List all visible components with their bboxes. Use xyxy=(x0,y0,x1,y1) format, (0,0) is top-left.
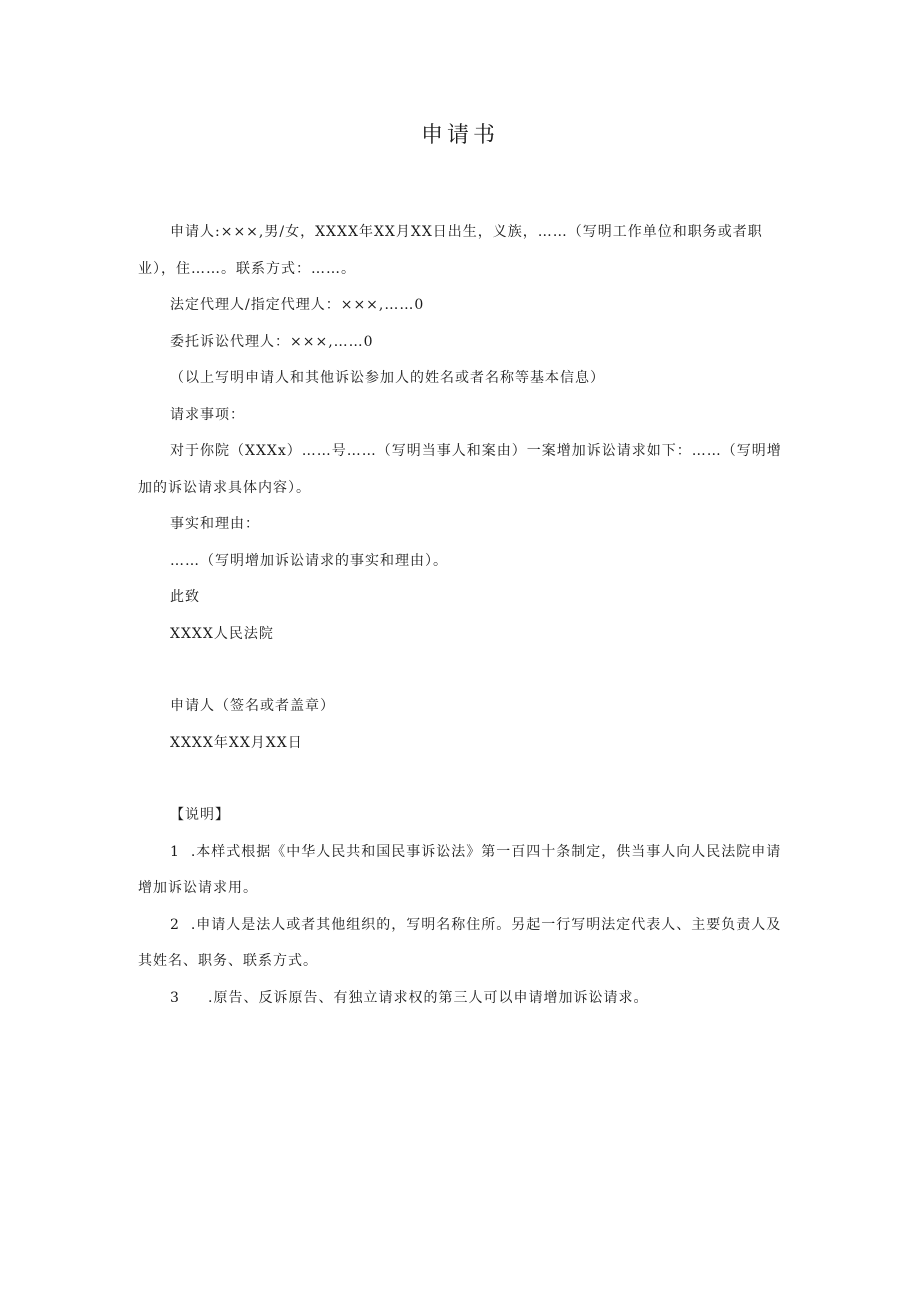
note-number: 2 xyxy=(170,916,180,933)
salutation: 此致 xyxy=(170,589,200,605)
entrusted-agent-info: 委托诉讼代理人：×××,……0 xyxy=(170,333,374,350)
note-text: .申请人是法人或者其他组织的，写明名称住所。另起一行写明法定代表人、主要负责人及其姓名、职务、联系方式。 xyxy=(138,916,782,969)
notes-heading: 【说明】 xyxy=(170,807,230,823)
document-body xyxy=(138,214,783,1016)
document-title: 申请书 xyxy=(420,123,499,148)
court-name: XXXX人民法院 xyxy=(170,625,274,642)
request-heading: 请求事项： xyxy=(170,406,245,423)
note-text: .原告、反诉原告、有独立请求权的第三人可以申请增加诉讼请求。 xyxy=(208,989,649,1006)
note-number: 3 xyxy=(170,989,180,1006)
note-item xyxy=(138,980,783,1017)
date-line: XXXX年XX月XX日 xyxy=(170,734,303,751)
note-text: .本样式根据《中华人民共和国民事诉讼法》第一百四十条制定，供当事人向人民法院申请增加诉讼请求用。 xyxy=(138,843,782,896)
signature-line: 申请人（签名或者盖章） xyxy=(170,698,335,714)
facts-body: ……（写明增加诉讼请求的事实和理由）。 xyxy=(170,552,448,569)
parties-note: （以上写明申请人和其他诉讼参加人的姓名或者名称等基本信息） xyxy=(170,370,605,386)
applicant-info: 申请人:×××,男/女，XXXX年XX月XX日出生，义族，……（写明工作单位和职务或者职业），住……。联系方式：……。 xyxy=(138,224,763,277)
note-number: 1 xyxy=(170,843,180,860)
facts-heading: 事实和理由： xyxy=(170,516,260,532)
request-body: 对于你院（XXXx）……号……（写明当事人和案由）一案增加诉讼请求如下：……（写明增加的诉讼请求具体内容）。 xyxy=(138,443,782,496)
note-item xyxy=(138,907,783,980)
note-item xyxy=(138,834,783,907)
legal-agent-info: 法定代理人/指定代理人：×××,……0 xyxy=(170,297,425,313)
